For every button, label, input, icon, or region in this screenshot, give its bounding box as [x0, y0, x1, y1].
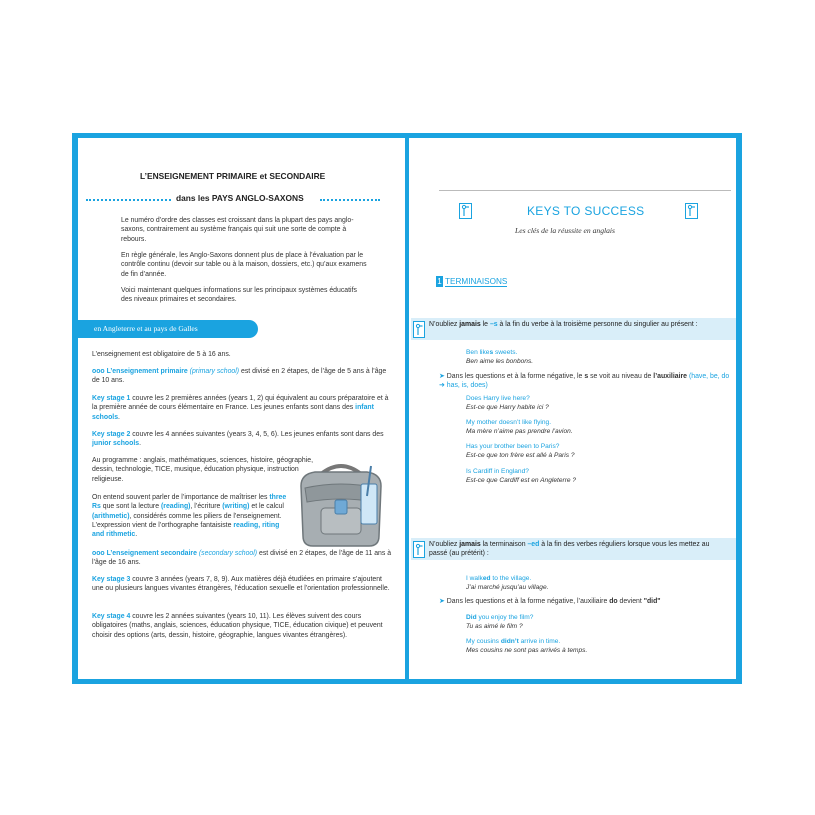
key-stage-2-paragraph — [92, 430, 394, 449]
three-rs-k: . — [135, 531, 138, 539]
ks2-label: Key stage 2 — [92, 431, 131, 438]
rule1-e: (have, be, do — [688, 373, 730, 380]
three-rs-b: three Rs — [92, 494, 287, 511]
example-5-en: Is Cardiff in England? — [466, 468, 529, 475]
rule2-b: do — [609, 598, 618, 605]
note1-d: –s — [489, 321, 498, 328]
three-rs-g: et le calcul — [251, 503, 284, 511]
example-6-en — [466, 575, 531, 582]
three-rs-a: On entend souvent parler de l’importance de maîtriser les — [92, 494, 268, 501]
secondary-en: (secondary school) — [198, 550, 258, 557]
rule1-a: Dans les questions et à la forme négative, le — [446, 373, 583, 380]
ex1-en-a: Ben like — [466, 349, 490, 356]
example-8-fr: Mes cousins ne sont pas arrivés à temps. — [466, 647, 588, 654]
three-rs-j: reading, riting and rithmetic — [92, 521, 280, 539]
example-4-fr: Est-ce que ton frère est allé à Paris ? — [466, 452, 575, 459]
secondary-label: L’enseignement secondaire — [106, 550, 197, 557]
note1-e: à la fin du verbe à la troisième personne du singulier au présent : — [499, 321, 698, 328]
left-page — [78, 138, 405, 679]
secondary-rest: est divisé en 2 étapes, de l’âge de 11 ans à l’âge de 16 ans. — [92, 550, 392, 567]
ks3-label: Key stage 3 — [92, 576, 131, 583]
three-rs-e: , l’écriture — [190, 503, 221, 511]
example-7-en — [466, 614, 533, 621]
ex1-en-b: s — [489, 349, 494, 356]
arrow-right-icon-2: ➤ — [439, 598, 445, 605]
example-2-en: Does Harry live here? — [466, 395, 530, 402]
ex8-en-c: arrive in time. — [520, 638, 561, 645]
ex7-en-b: you enjoy the film? — [478, 614, 534, 621]
section-header-england-wales — [78, 320, 258, 338]
example-8-en — [466, 638, 560, 645]
intro-paragraph-2: En règle générale, les Anglo-Saxons donnent plus de place à l’évaluation par le contrôle continu (devoir sur table ou à la maison, dossiers, etc.) qu’aux examens de fin d’année. — [121, 252, 367, 278]
primary-paragraph — [92, 367, 394, 386]
schoolbag-illustration — [291, 456, 391, 551]
primary-label: L’enseignement primaire — [106, 368, 188, 375]
header-rule — [439, 190, 731, 191]
section-header-label: en Angleterre et au pays de Galles — [94, 324, 198, 333]
three-rs-h: (arithmetic) — [92, 512, 130, 520]
three-rs-paragraph — [92, 493, 287, 539]
compulsory-text: L’enseignement est obligatoire de 5 à 16 ans. — [92, 351, 231, 358]
note1-c: le — [482, 321, 489, 328]
key-icon-note-2 — [413, 541, 425, 558]
note2-b: jamais — [459, 541, 481, 548]
note-box-1 — [411, 318, 736, 340]
keys-subtitle: Les clés de la réussite en anglais — [515, 226, 615, 235]
title-dots-left — [86, 199, 171, 201]
key-stage-1-paragraph — [92, 394, 394, 422]
intro-paragraph-3: Voici maintenant quelques informations sur les principaux systèmes éducatifs des niveaux primaires et secondaires. — [121, 287, 357, 304]
rule1-d: l’auxiliaire — [653, 373, 688, 380]
secondary-paragraph — [92, 549, 394, 568]
key-stage-4-paragraph — [92, 612, 394, 640]
ex6-en-c: to the village. — [492, 575, 532, 582]
ks2-end: . — [139, 440, 142, 448]
page-title-line1: L’ENSEIGNEMENT PRIMAIRE et SECONDAIRE — [140, 171, 326, 181]
arrow-right-icon: ➤ — [439, 373, 445, 380]
ex1-en-c: sweets. — [494, 349, 518, 356]
note1-b: jamais — [459, 321, 481, 328]
ks2-term: junior schools — [92, 440, 140, 448]
intro-paragraph-1: Le numéro d’ordre des classes est croissant dans la plupart des pays anglo-saxons, contrairement au système français qui suit une sorte de compte à rebours. — [121, 217, 354, 243]
bullet-dots-2: ooo — [92, 550, 105, 557]
rule-1 — [439, 372, 733, 391]
note2-a: N’oubliez — [429, 541, 458, 548]
example-4-en: Has your brother been to Paris? — [466, 443, 560, 450]
three-rs-i: , considérés comme les piliers de l’enseignement. L’expression vient de l’orthographe fantaisiste — [92, 512, 282, 529]
section-title: TERMINAISONS — [445, 277, 508, 286]
rule1-f: has, is, does) — [446, 382, 488, 390]
key-stage-3-paragraph — [92, 575, 394, 594]
note2-d: –ed — [527, 541, 540, 548]
note1-a: N’oubliez — [429, 321, 458, 328]
example-3-fr: Ma mère n’aime pas prendre l’avion. — [466, 428, 573, 435]
ex8-en-b: didn’t — [500, 638, 519, 645]
rule-2 — [439, 597, 733, 606]
right-page — [409, 138, 736, 679]
example-7-fr: Tu as aimé le film ? — [466, 623, 523, 630]
note-1-text — [429, 320, 729, 329]
arrow-right-icon-inline: ➜ — [439, 382, 445, 390]
ks4-label: Key stage 4 — [92, 613, 131, 620]
book-spread — [72, 133, 742, 684]
three-rs-d: (reading) — [160, 503, 191, 511]
keys-title: KEYS TO SUCCESS — [527, 204, 645, 218]
ex8-en-a: My cousins — [466, 638, 499, 645]
note-box-2 — [411, 538, 736, 560]
example-5-fr: Est-ce que Cardiff est en Angleterre ? — [466, 477, 577, 484]
note2-e: à la fin des verbes réguliers lorsque vous les mettez au passé (au prétérit) : — [429, 541, 710, 558]
rule2-c: devient — [619, 598, 642, 605]
section-number-badge: 1 — [437, 277, 442, 286]
note2-c: la terminaison — [482, 541, 526, 548]
ks1-term: infant schools — [92, 404, 374, 421]
page-title-line2: dans les PAYS ANGLO-SAXONS — [176, 193, 304, 203]
example-1-en — [466, 349, 517, 356]
rule1-b: s — [584, 373, 589, 380]
ks1-text: couvre les 2 premières années (years 1, 2) qui équivalent au cours préparatoire et à la première année de cours élémentaire en France. Les jeunes enfants sont dans des — [92, 395, 389, 412]
rule2-d: "did" — [643, 598, 661, 605]
ks1-end: . — [118, 413, 120, 421]
ks2-text: couvre les 4 années suivantes (years 3, 4, 5, 6). Les jeunes enfants sont dans des — [132, 431, 384, 438]
ks1-label: Key stage 1 — [92, 395, 131, 402]
programme-paragraph: Au programme : anglais, mathématiques, sciences, histoire, géographie, dessin, technologie, TICE, musique, éducation physique, instruction religieuse. — [92, 457, 313, 483]
example-1-fr: Ben aime les bonbons. — [466, 358, 534, 365]
ks4-text: couvre les 2 années suivantes (years 10, 11). Les élèves suivent des cours obligatoires (maths, anglais, sciences, éducation physique, TICE, éducation civique) et peuvent choisir des options (arts, dessin, histoire, géographie, langues vivantes étrangères). — [92, 613, 383, 639]
rule1-c: se voit au niveau de — [590, 373, 652, 380]
key-icon-right — [685, 203, 698, 219]
ex6-en-b: ed — [482, 575, 491, 582]
example-2-fr: Est-ce que Harry habite ici ? — [466, 404, 549, 411]
ks3-text: couvre 3 années (years 7, 8, 9). Aux matières déjà étudiées en primaire s’ajoutent une ou plusieurs langues vivantes étrangères, l’éducation sexuelle et l’orientation professionnelle. — [92, 576, 390, 593]
primary-rest: est divisé en 2 étapes, de l’âge de 5 ans à l’âge de 10 ans. — [92, 368, 387, 385]
note-2-text — [429, 540, 729, 558]
bullet-dots: ooo — [92, 368, 105, 375]
title-dots-right — [320, 199, 380, 201]
example-6-fr: J’ai marché jusqu’au village. — [466, 584, 549, 591]
ex7-en-a: Did — [466, 614, 477, 621]
primary-en: (primary school) — [189, 368, 240, 375]
rule2-a: Dans les questions et à la forme négative, l’auxiliaire — [446, 598, 608, 605]
key-icon — [459, 203, 472, 219]
key-icon-note-1 — [413, 321, 425, 338]
example-3-en: My mother doesn’t like flying. — [466, 419, 552, 426]
three-rs-f: (writing) — [222, 503, 250, 511]
ex6-en-a: I walk — [466, 575, 483, 582]
three-rs-c: que sont la lecture — [102, 503, 160, 511]
